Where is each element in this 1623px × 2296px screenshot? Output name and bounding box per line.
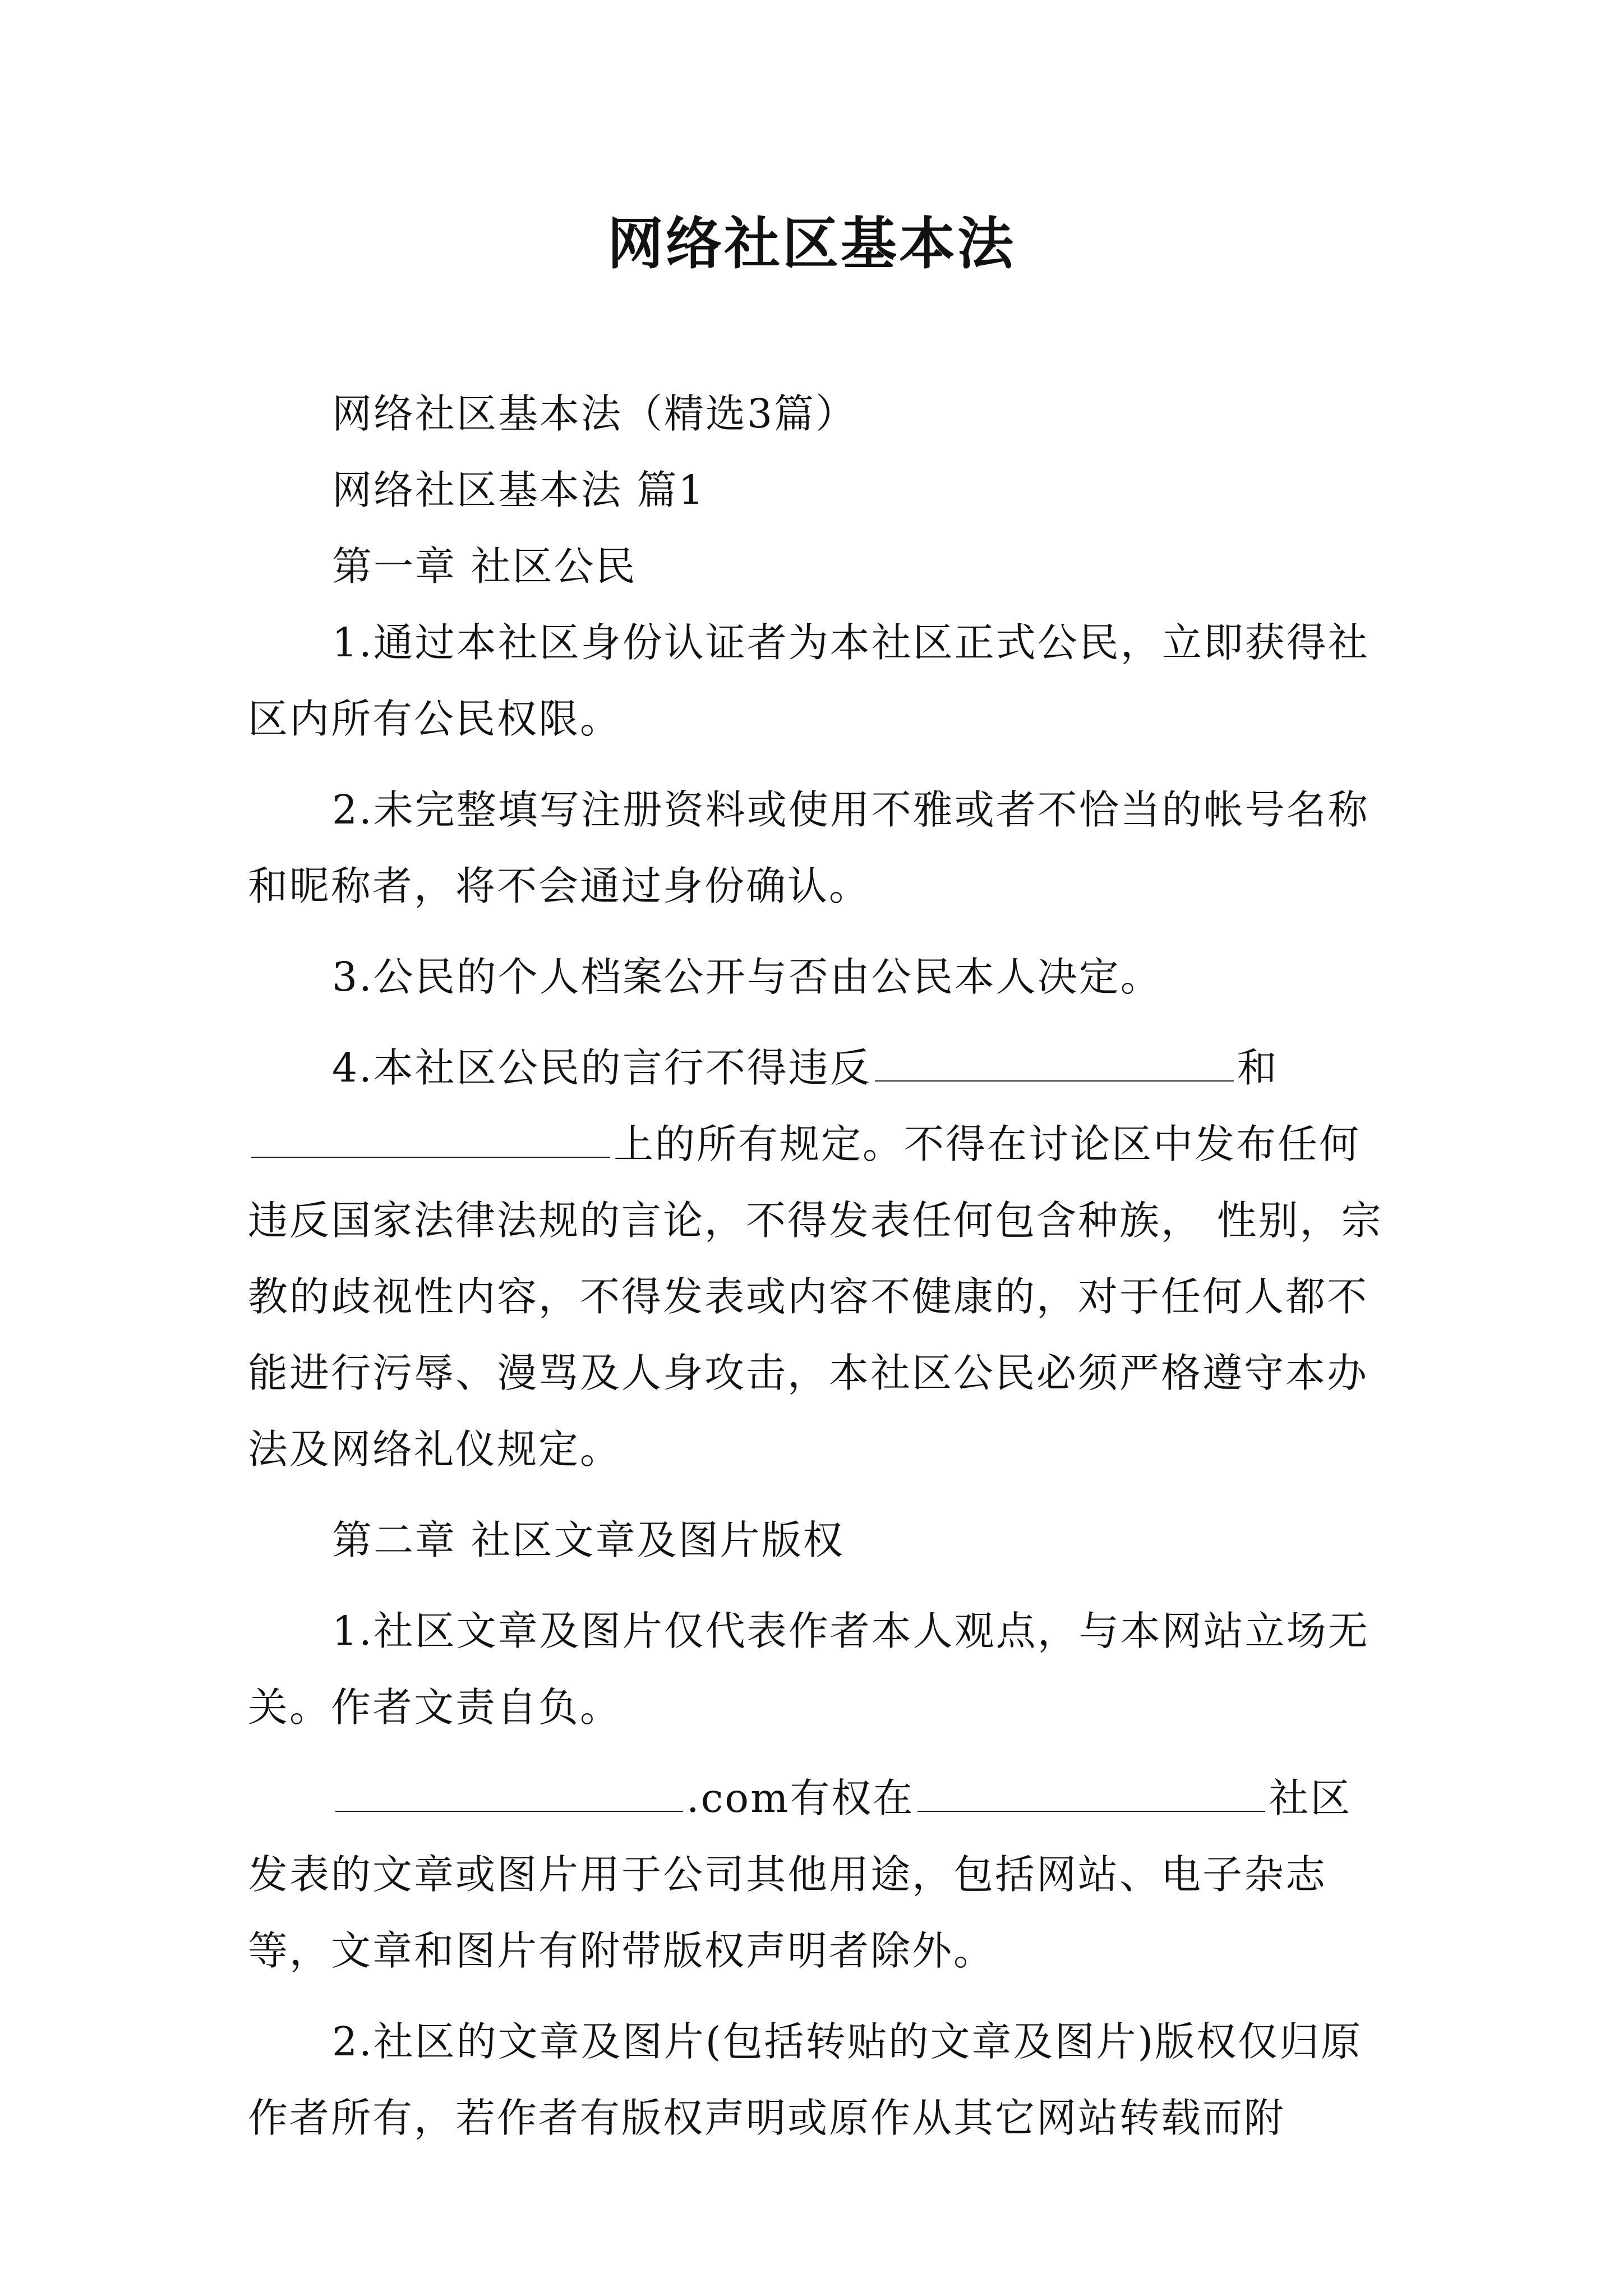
item-4-text-rest: 上的所有规定。不得在讨论区中发布任何违反国家法律法规的言论，不得发表任何包含种族， 性别，宗教的歧视性内容，不得发表或内容不健康的，对于任何人都不能进行污辱、漫骂及人身攻击，本社区公民必须严格遵守本办法及网络礼仪规定。 (248, 1121, 1383, 1473)
chapter-2-item-1-continued (248, 1760, 1392, 1989)
item-1b-domain-text: .com有权在 (686, 1775, 915, 1821)
item-1b-text-rest: 社区发表的文章或图片用于公司其他用途，包括网站、电子杂志等，文章和图片有附带版权声明者除外。 (248, 1775, 1352, 1974)
chapter-1-item-1: 1.通过本社区身份认证者为本社区正式公民，立即获得社区内所有公民权限。 (248, 619, 1370, 742)
document-body (248, 376, 1392, 2156)
chapter-1-item-4 (248, 1030, 1392, 1488)
subtitle: 网络社区基本法（精选3篇） (332, 390, 857, 437)
chapter-2-item-1: 1.社区文章及图片仅代表作者本人观点，与本网站立场无关。作者文责自负。 (248, 1608, 1370, 1731)
part-heading: 网络社区基本法 篇1 (332, 467, 706, 513)
chapter-1-item-2: 2.未完整填写注册资料或使用不雅或者不恰当的帐号名称和昵称者，将不会通过身份确认。 (248, 786, 1370, 909)
item-4-text-start: 4.本社区公民的言行不得违反 (332, 1045, 872, 1091)
fill-in-blank (875, 1041, 1234, 1082)
chapter-1-heading: 第一章 社区公民 (332, 543, 637, 590)
chapter-1-item-3: 3.公民的个人档案公开与否由公民本人决定。 (332, 954, 1162, 1000)
item-4-text-and: 和 (1237, 1045, 1279, 1091)
chapter-2-item-2: 2.社区的文章及图片(包括转贴的文章及图片)版权仅归原作者所有，若作者有版权声明或原作从其它网站转载而附 (248, 2018, 1363, 2141)
fill-in-blank (335, 1772, 683, 1812)
fill-in-blank (917, 1772, 1265, 1812)
fill-in-blank (251, 1117, 610, 1158)
document-title: 网络社区基本法 (607, 211, 1016, 277)
chapter-2-heading: 第二章 社区文章及图片版权 (332, 1517, 845, 1563)
